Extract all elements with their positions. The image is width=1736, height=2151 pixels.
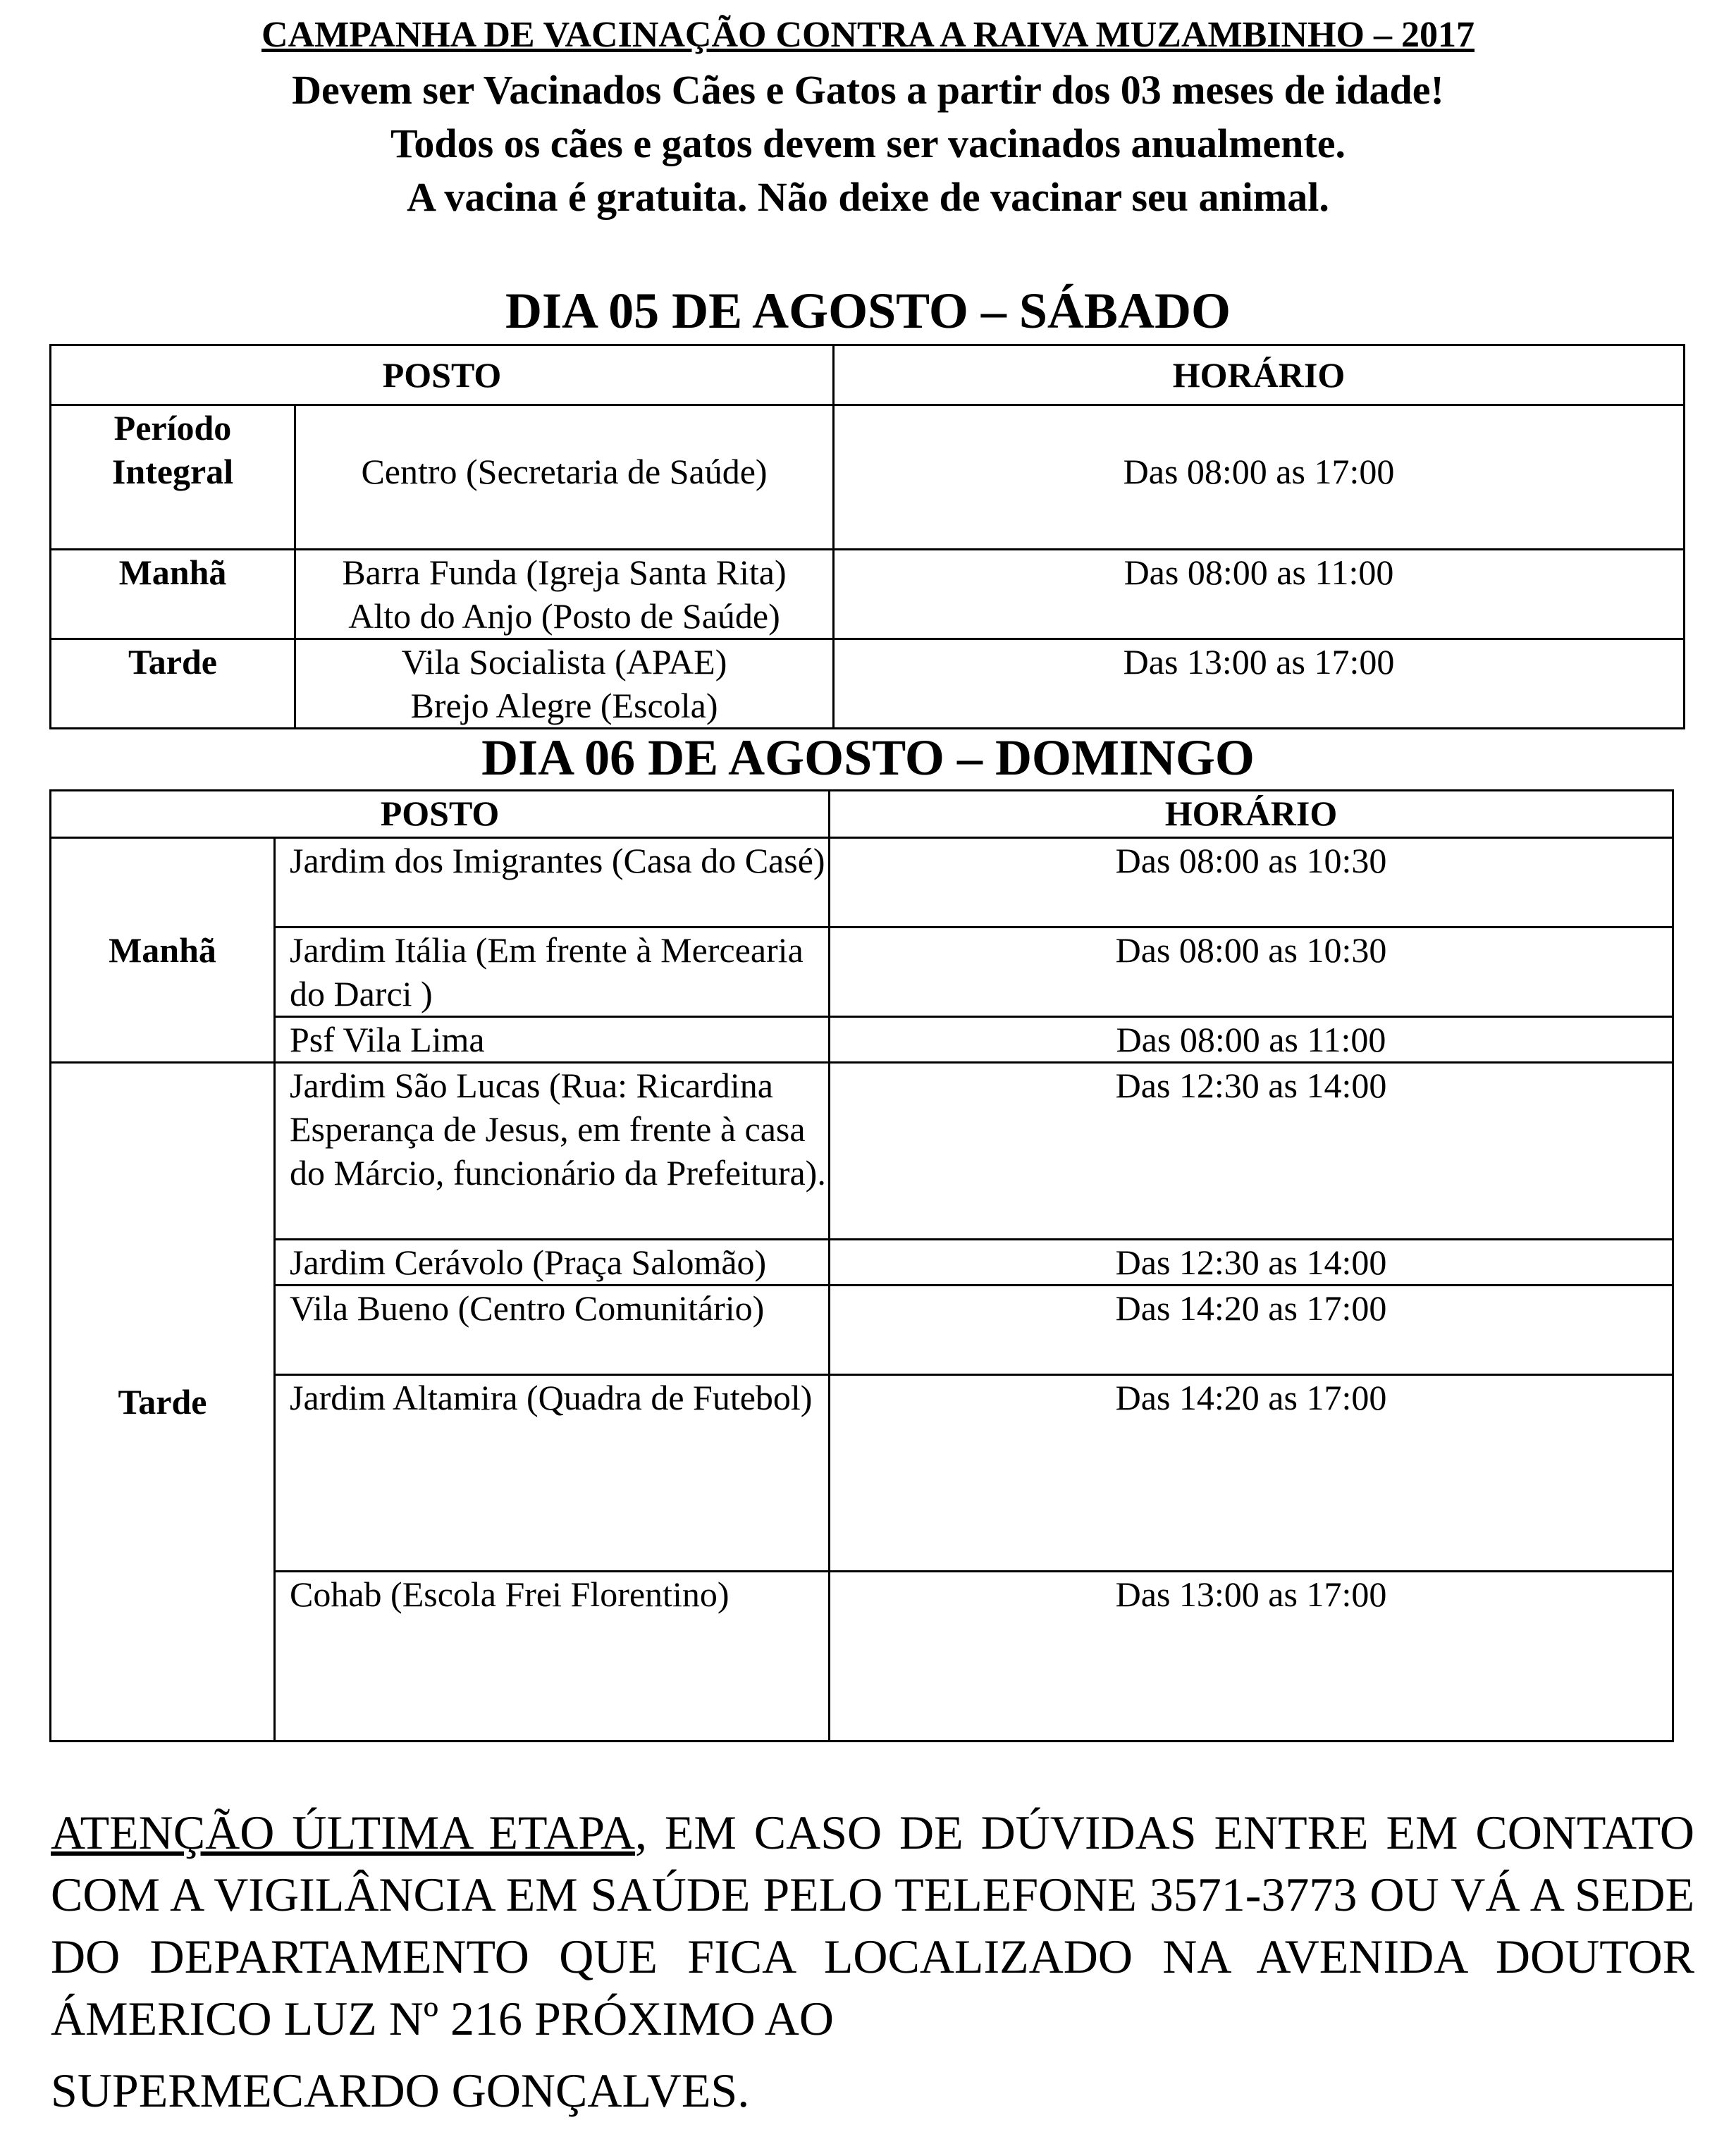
period-label: Integral [111, 452, 234, 491]
table-row [51, 1572, 1673, 1742]
time-cell: Das 13:00 as 17:00 [834, 639, 1685, 729]
time-cell: Das 12:30 as 14:00 [830, 1063, 1673, 1240]
time-cell: Das 08:00 as 11:00 [834, 550, 1685, 639]
table-row [51, 1063, 1673, 1240]
location-cell: Psf Vila Lima [275, 1017, 830, 1063]
time-cell: Das 14:20 as 17:00 [830, 1375, 1673, 1572]
footer-lead: ATENÇÃO ÚLTIMA ETAPA [51, 1806, 635, 1859]
subtitle-line-3: A vacina é gratuita. Não deixe de vacinar seu animal. [407, 174, 1329, 220]
time-cell: Das 08:00 as 11:00 [830, 1017, 1673, 1063]
location-cell: Jardim dos Imigrantes (Casa do Casé) [275, 838, 830, 927]
location-cell: Jardim Itália (Em frente à Mercearia do Darci ) [275, 927, 830, 1017]
footer-text: , EM CASO DE DÚVIDAS ENTRE EM CONTATO COM A VIGILÂNCIA EM SAÚDE PELO TELEFONE 3571-3773 OU VÁ A SEDE DO DEPARTAMENTO QUE FICA LOCALIZADO NA AVENIDA DOUTOR ÁMERICO LUZ Nº 216 PRÓXIMO AO [51, 1806, 1694, 2045]
table-row [51, 1375, 1673, 1572]
sunday-schedule-table [49, 789, 1674, 1742]
location-cell: Jardim Cerávolo (Praça Salomão) [275, 1240, 830, 1286]
col-horario-header: HORÁRIO [834, 345, 1685, 405]
location-line: Barra Funda (Igreja Santa Rita) [342, 553, 787, 592]
period-label: Período [113, 408, 232, 448]
col-horario-header: HORÁRIO [830, 791, 1673, 838]
location-cell: Jardim Altamira (Quadra de Futebol) [275, 1375, 830, 1572]
period-label: Tarde [51, 639, 295, 729]
period-label-afternoon: Tarde [51, 1063, 275, 1742]
location-line: Brejo Alegre (Escola) [410, 686, 718, 725]
location-line: Alto do Anjo (Posto de Saúde) [348, 596, 780, 636]
time-cell: Das 08:00 as 10:30 [830, 927, 1673, 1017]
table-row [51, 550, 1685, 639]
saturday-schedule-table [49, 344, 1685, 729]
table-row [51, 639, 1685, 729]
period-label-morning: Manhã [51, 838, 275, 1063]
location-cell [295, 550, 834, 639]
time-cell: Das 08:00 as 10:30 [830, 838, 1673, 927]
location-cell: Vila Bueno (Centro Comunitário) [275, 1286, 830, 1375]
time-cell: Das 08:00 as 17:00 [834, 405, 1685, 550]
subtitle-line-1: Devem ser Vacinados Cães e Gatos a partir dos 03 meses de idade! [292, 67, 1444, 113]
location-cell [295, 639, 834, 729]
period-cell [51, 405, 295, 550]
col-posto-header: POSTO [51, 791, 830, 838]
footer-notice [51, 1801, 1694, 2121]
footer-last-line: SUPERMECARDO GONÇALVES. [51, 2064, 750, 2117]
period-label: Manhã [51, 550, 295, 639]
table-row [51, 838, 1673, 927]
table-header-row [51, 345, 1685, 405]
location-line: Vila Socialista (APAE) [401, 642, 727, 682]
campaign-title: CAMPANHA DE VACINAÇÃO CONTRA A RAIVA MUZAMBINHO – 2017 [261, 15, 1475, 55]
time-cell: Das 14:20 as 17:00 [830, 1286, 1673, 1375]
col-posto-header: POSTO [51, 345, 834, 405]
subtitle-line-2: Todos os cães e gatos devem ser vacinados anualmente. [390, 121, 1346, 166]
time-cell: Das 12:30 as 14:00 [830, 1240, 1673, 1286]
table-row [51, 405, 1685, 550]
location-cell: Cohab (Escola Frei Florentino) [275, 1572, 830, 1742]
location-cell: Jardim São Lucas (Rua: Ricardina Esperança de Jesus, em frente à casa do Márcio, funcionário da Prefeitura). [275, 1063, 830, 1240]
time-cell: Das 13:00 as 17:00 [830, 1572, 1673, 1742]
table-header-row [51, 791, 1673, 838]
table-row [51, 1286, 1673, 1375]
day2-heading: DIA 06 DE AGOSTO – DOMINGO [481, 729, 1255, 786]
day1-heading: DIA 05 DE AGOSTO – SÁBADO [505, 283, 1231, 339]
table-row [51, 1017, 1673, 1063]
table-row [51, 927, 1673, 1017]
location-cell: Centro (Secretaria de Saúde) [295, 405, 834, 550]
table-row [51, 1240, 1673, 1286]
